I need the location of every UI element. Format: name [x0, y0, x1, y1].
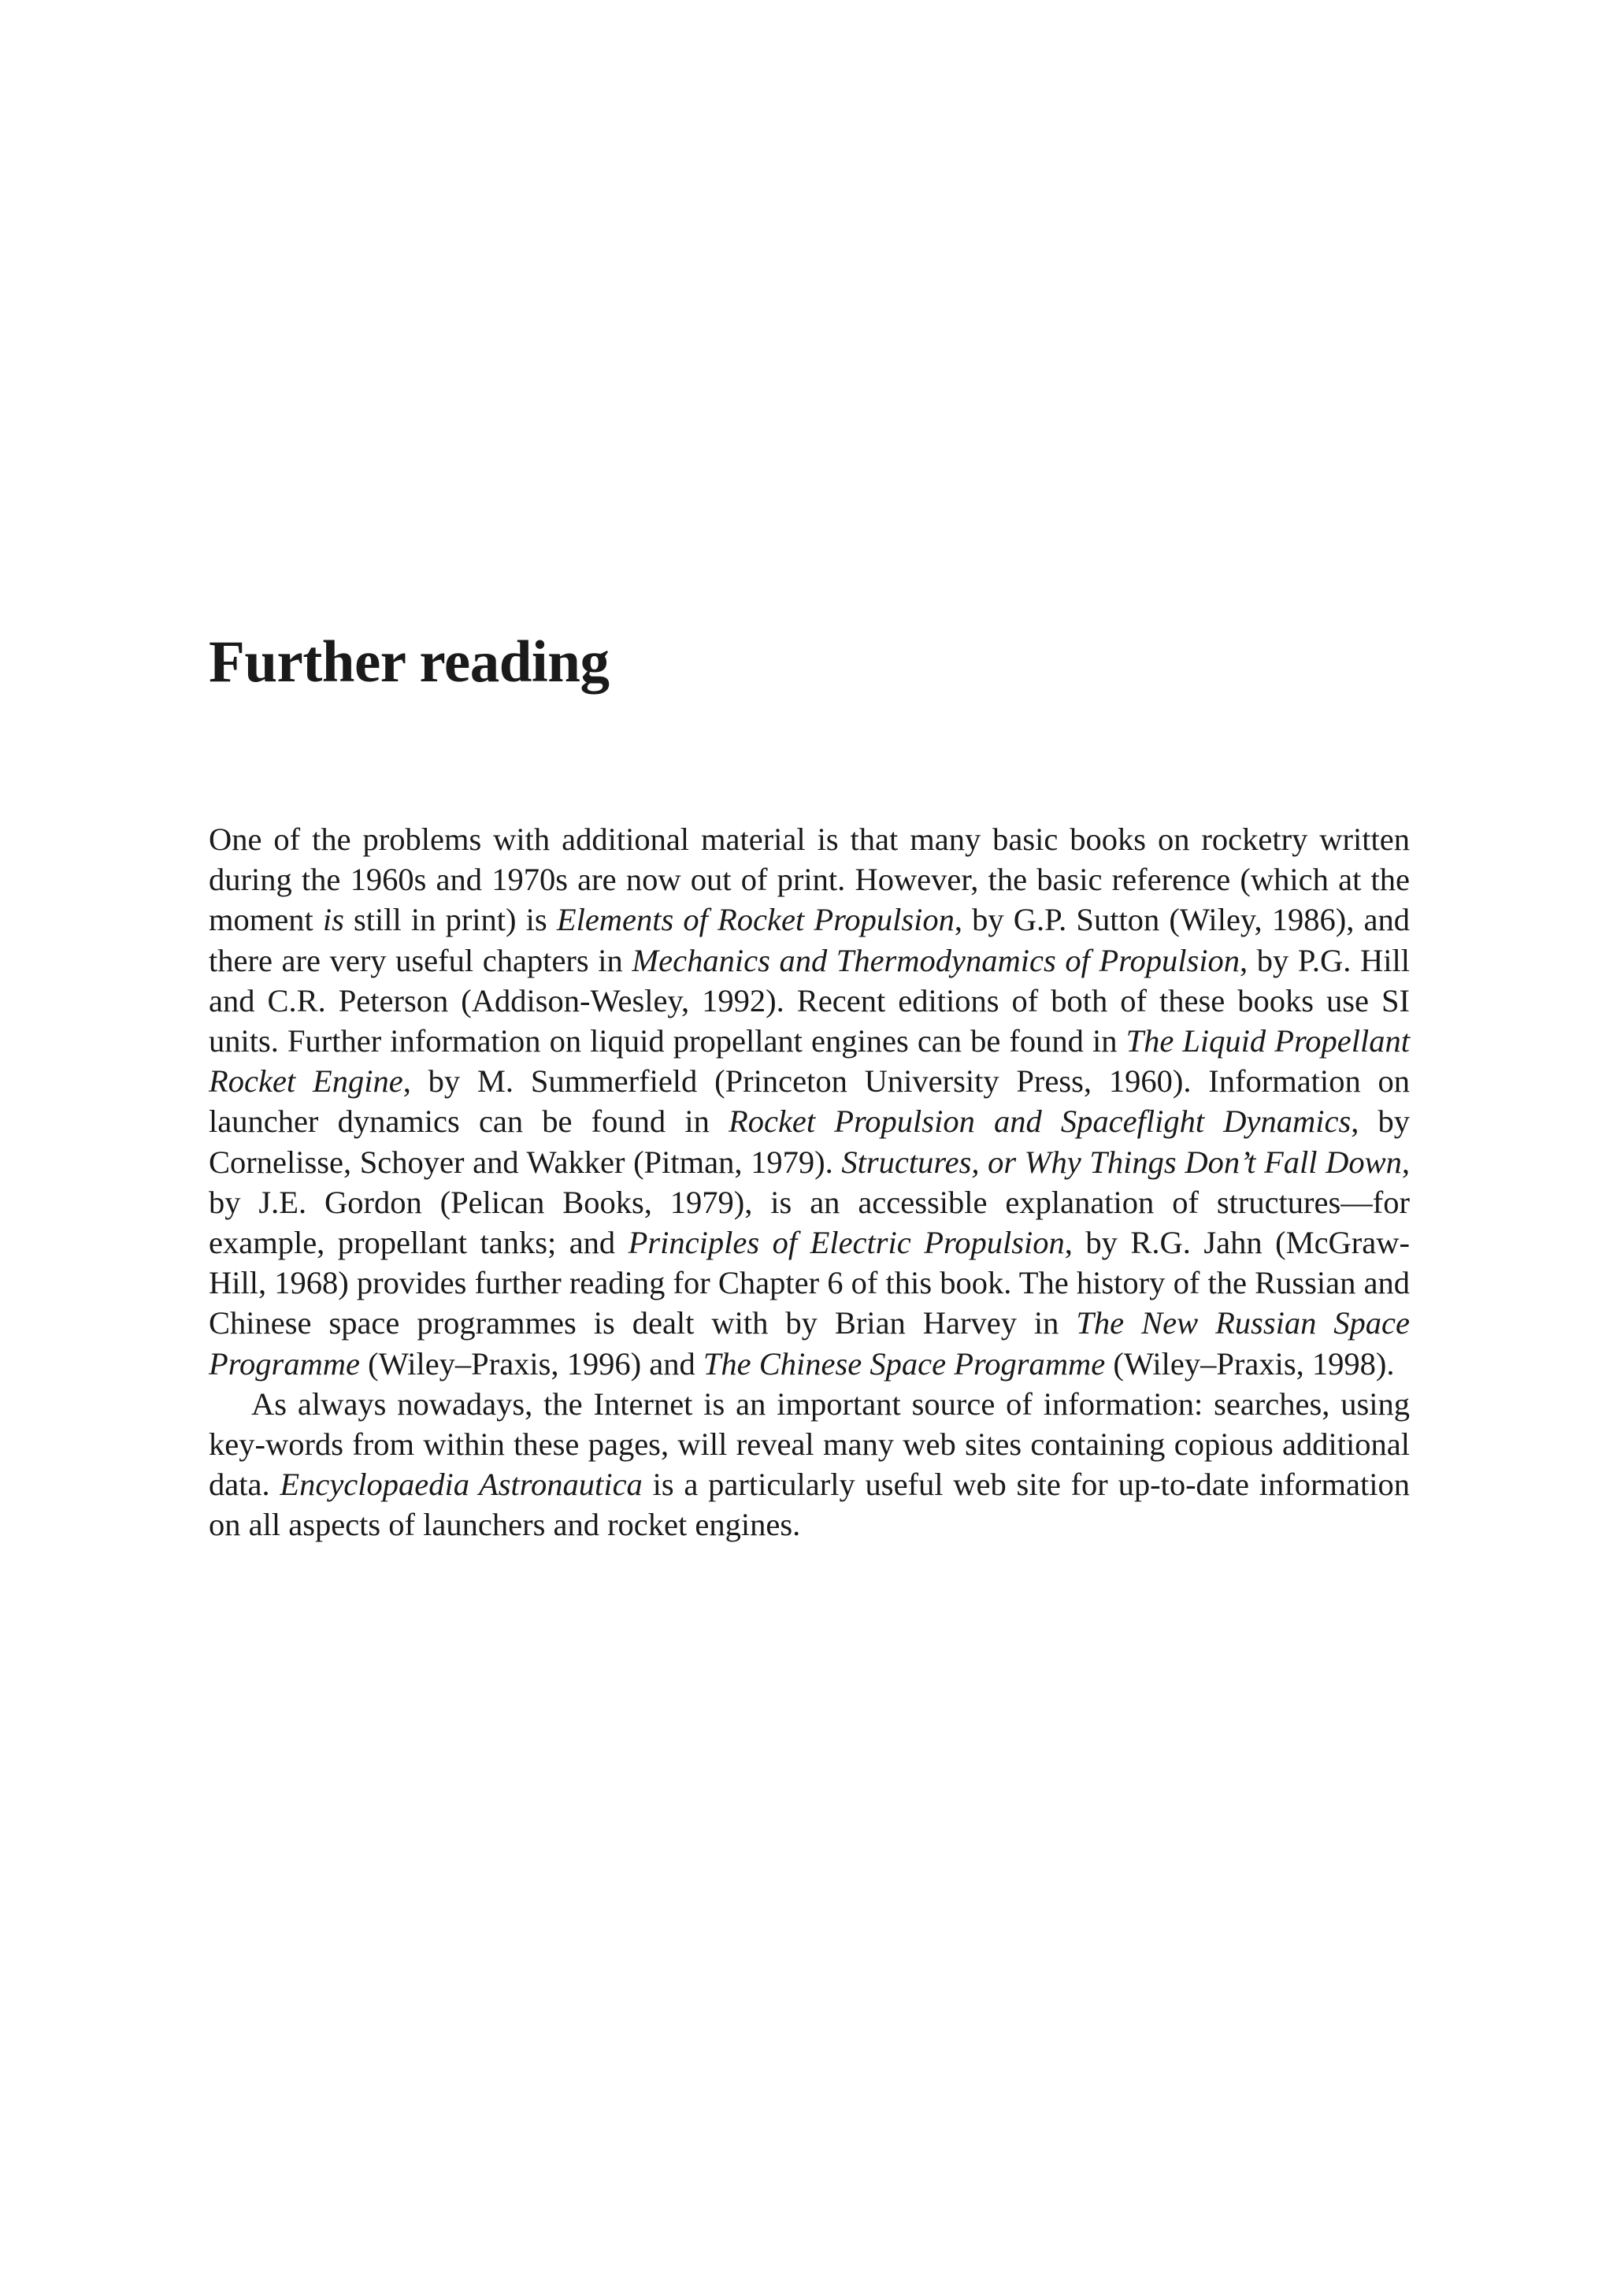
text-run: , by R.G. Jahn (McGraw-Hill, 1968) provides further reading for Chapter 6 of this book. The history of the Russian and Chinese space programmes is dealt with by Brian Harvey in: [209, 1225, 1410, 1341]
text-run: (Wiley–Praxis, 1996) and: [359, 1345, 703, 1382]
text-run: still in print) is: [343, 902, 557, 938]
text-run: As always nowadays, the Internet is an important source of information: searches, using key-words from within these pages, will reveal many web sites containing copious additional data.: [209, 1385, 1410, 1503]
text-run: , by J.E. Gordon (Pelican Books, 1979), is an accessible explanation of structures—for example, propellant tanks; and: [209, 1144, 1410, 1261]
text-run: , by Cornelisse, Schoyer and Wakker (Pitman, 1979).: [209, 1103, 1410, 1180]
text-run: is a particularly useful web site for up-to-date information on all aspects of launchers and rocket engines.: [209, 1467, 1410, 1543]
italic-title: Elements of Rocket Propulsion: [556, 902, 955, 938]
italic-title: The Liquid Propellant Rocket Engine: [209, 1023, 1410, 1100]
paragraph-2: [209, 1384, 1410, 1545]
body-text: [209, 819, 1410, 1545]
text-run: , by G.P. Sutton (Wiley, 1986), and there are very useful chapters in: [209, 902, 1411, 978]
text-run: (Wiley–Praxis, 1998).: [1105, 1345, 1395, 1382]
italic-title: The Chinese Space Programme: [703, 1345, 1106, 1382]
text-run: , by P.G. Hill and C.R. Peterson (Addison-Wesley, 1992). Recent editions of both of these books use SI units. Further information on liquid propellant engines can be found in: [209, 942, 1411, 1059]
text-run: One of the problems with additional material is that many basic books on rocketry written during the 1960s and 1970s are now out of print. However, the basic reference (which at the moment: [209, 822, 1410, 938]
text-run: , by M. Summerfield (Princeton University Press, 1960). Information on launcher dynamics can be found in: [209, 1063, 1410, 1140]
italic-title: Structures, or Why Things Don’t Fall Down: [841, 1144, 1402, 1180]
italic-title: Principles of Electric Propulsion: [628, 1225, 1065, 1261]
page-heading: Further reading: [209, 629, 610, 695]
italic-title: Mechanics and Thermodynamics of Propulsion: [632, 942, 1240, 978]
italic-title: The New Russian Space Programme: [209, 1305, 1410, 1382]
italic-title: Encyclopaedia Astronautica: [280, 1467, 643, 1503]
italic-title: Rocket Propulsion and Spaceflight Dynamics: [728, 1103, 1352, 1140]
paragraph-1: [209, 819, 1410, 1384]
italic-title: is: [322, 902, 344, 938]
